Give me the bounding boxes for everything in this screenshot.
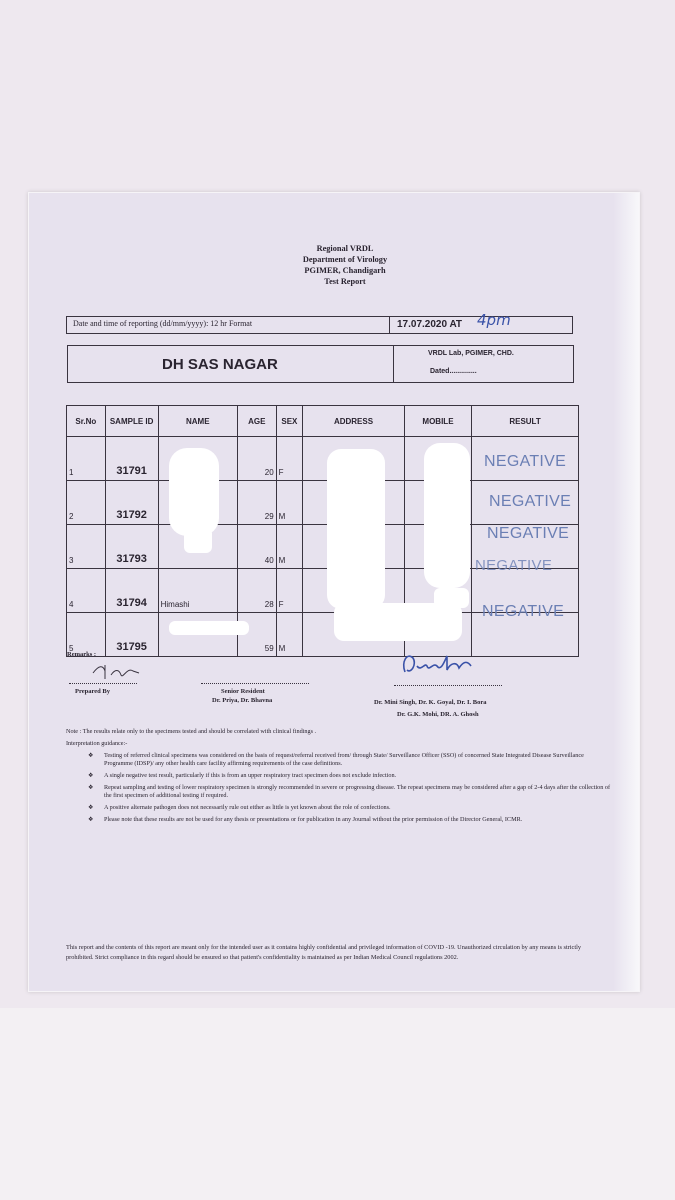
negative-stamp: NEGATIVE bbox=[482, 603, 565, 620]
negative-stamp: NEGATIVE bbox=[487, 525, 570, 542]
cell-age: 59 bbox=[237, 613, 276, 657]
header-line-2: Department of Virology bbox=[302, 255, 388, 264]
cell-age: 29 bbox=[237, 481, 276, 525]
doctor-signature bbox=[397, 648, 487, 682]
col-header-result: RESULT bbox=[472, 406, 579, 437]
header-line-4: Test Report bbox=[324, 277, 366, 286]
table-header-row bbox=[67, 406, 579, 437]
report-header bbox=[29, 243, 639, 287]
col-header-address: ADDRESS bbox=[303, 406, 405, 437]
prepared-by-signature bbox=[89, 661, 149, 683]
redaction-mark bbox=[184, 528, 212, 553]
reporting-divider bbox=[389, 317, 390, 333]
notes-section bbox=[66, 728, 611, 828]
handwritten-time: 4pm bbox=[477, 311, 511, 329]
redaction-mark bbox=[424, 443, 470, 588]
list-item: ❖ A positive alternate pathogen does not necessarily rule out either as little is yet known about the role of confections. bbox=[66, 804, 611, 812]
doctors-line bbox=[394, 685, 502, 686]
cell-name: Himashi bbox=[158, 569, 237, 613]
list-item: ❖ Testing of referred clinical specimens was considered on the basis of request/referral received from/ through State/ Surveillance Officer (SSO) of concerned State Integrated Disease Surveillance Programme (IDSP)/ any other health care facility affirming requirements of the case definitions. bbox=[66, 752, 611, 768]
col-header-sex: SEX bbox=[276, 406, 302, 437]
lab-name: VRDL Lab, PGIMER, CHD. bbox=[428, 350, 514, 357]
cell-sex: F bbox=[276, 437, 302, 481]
senior-resident-label: Senior Resident bbox=[221, 688, 265, 695]
cell-sample-id: 31794 bbox=[105, 569, 158, 613]
col-header-name: NAME bbox=[158, 406, 237, 437]
negative-stamp: NEGATIVE bbox=[489, 493, 572, 510]
negative-stamp: NEGATIVE bbox=[475, 557, 553, 574]
paper-edge-shade bbox=[613, 193, 639, 991]
doctors-names-1: Dr. Mini Singh, Dr. K. Goyal, Dr. I. Bora bbox=[374, 699, 487, 706]
reporting-box bbox=[66, 311, 573, 334]
note-text: Note : The results relate only to the specimens tested and should be correlated with clinical findings . bbox=[66, 728, 317, 735]
cell-sample-id: 31795 bbox=[105, 613, 158, 657]
negative-stamp: NEGATIVE bbox=[484, 453, 567, 470]
cell-sample-id: 31792 bbox=[105, 481, 158, 525]
prepared-by-line bbox=[69, 683, 137, 684]
header-line-1: Regional VRDL bbox=[316, 244, 374, 253]
cell-srno: 1 bbox=[67, 437, 106, 481]
page-background-bottom bbox=[0, 1008, 675, 1200]
list-item: ❖ Please note that these results are not be used for any thesis or presentations or for publication in any Journal without the prior permission of the Director General, ICMR. bbox=[66, 816, 611, 824]
col-header-sample-id: SAMPLE ID bbox=[105, 406, 158, 437]
facility-name: DH SAS NAGAR bbox=[162, 356, 278, 373]
senior-resident-names: Dr. Priya, Dr. Bhavna bbox=[212, 697, 273, 704]
confidentiality-footer: This report and the contents of this report are meant only for the intended user as it contains highly confidential and privileged information of COVID -19. Unauthorized circulation by any means is strictly prohibited. Strict compliance in this regard should be ensured so that patient's confidentiality is maintained as per Indian Medical Council regulations 2002. bbox=[66, 944, 581, 961]
cell-srno: 4 bbox=[67, 569, 106, 613]
cell-age: 20 bbox=[237, 437, 276, 481]
facility-box bbox=[67, 345, 574, 383]
redaction-mark bbox=[327, 449, 385, 609]
cell-srno: 2 bbox=[67, 481, 106, 525]
redaction-mark bbox=[169, 448, 219, 536]
reporting-value: 17.07.2020 AT bbox=[397, 319, 463, 330]
dated-label: Dated.............. bbox=[430, 368, 477, 375]
cell-age: 40 bbox=[237, 525, 276, 569]
redaction-mark bbox=[434, 588, 469, 608]
list-item: ❖ Repeat sampling and testing of lower respiratory specimen is strongly recommended in severe or progressing disease. The repeat specimens may be considered after a gap of 2-4 days after the collection of the first specimen of additional testing if required. bbox=[66, 784, 611, 800]
remarks-label: Remarks : bbox=[67, 651, 97, 658]
list-item: ❖ A single negative test result, particularly if this is from an upper respiratory tract specimen does not exclude infection. bbox=[66, 772, 611, 780]
cell-sample-id: 31793 bbox=[105, 525, 158, 569]
test-report-document bbox=[28, 192, 640, 992]
cell-sex: M bbox=[276, 525, 302, 569]
cell-srno: 3 bbox=[67, 525, 106, 569]
col-header-srno: Sr.No bbox=[67, 406, 106, 437]
cell-sex: M bbox=[276, 481, 302, 525]
redaction-mark bbox=[334, 603, 462, 641]
facility-divider bbox=[393, 346, 394, 382]
redaction-mark bbox=[169, 621, 249, 635]
cell-sex: F bbox=[276, 569, 302, 613]
header-line-3: PGIMER, Chandigarh bbox=[304, 266, 386, 275]
senior-resident-line bbox=[201, 683, 309, 684]
guidance-list bbox=[66, 752, 611, 824]
reporting-label: Date and time of reporting (dd/mm/yyyy): 12 hr Format bbox=[73, 319, 253, 328]
cell-sex: M bbox=[276, 613, 302, 657]
guidance-title: Interpretation guidance:- bbox=[66, 740, 128, 747]
col-header-age: AGE bbox=[237, 406, 276, 437]
cell-age: 28 bbox=[237, 569, 276, 613]
cell-srno: 5 bbox=[67, 613, 106, 657]
col-header-mobile: MOBILE bbox=[404, 406, 471, 437]
prepared-by-label: Prepared By bbox=[75, 688, 110, 695]
cell-sample-id: 31791 bbox=[105, 437, 158, 481]
doctors-names-2: Dr. G.K. Mohi, DR. A. Ghosh bbox=[397, 711, 479, 718]
